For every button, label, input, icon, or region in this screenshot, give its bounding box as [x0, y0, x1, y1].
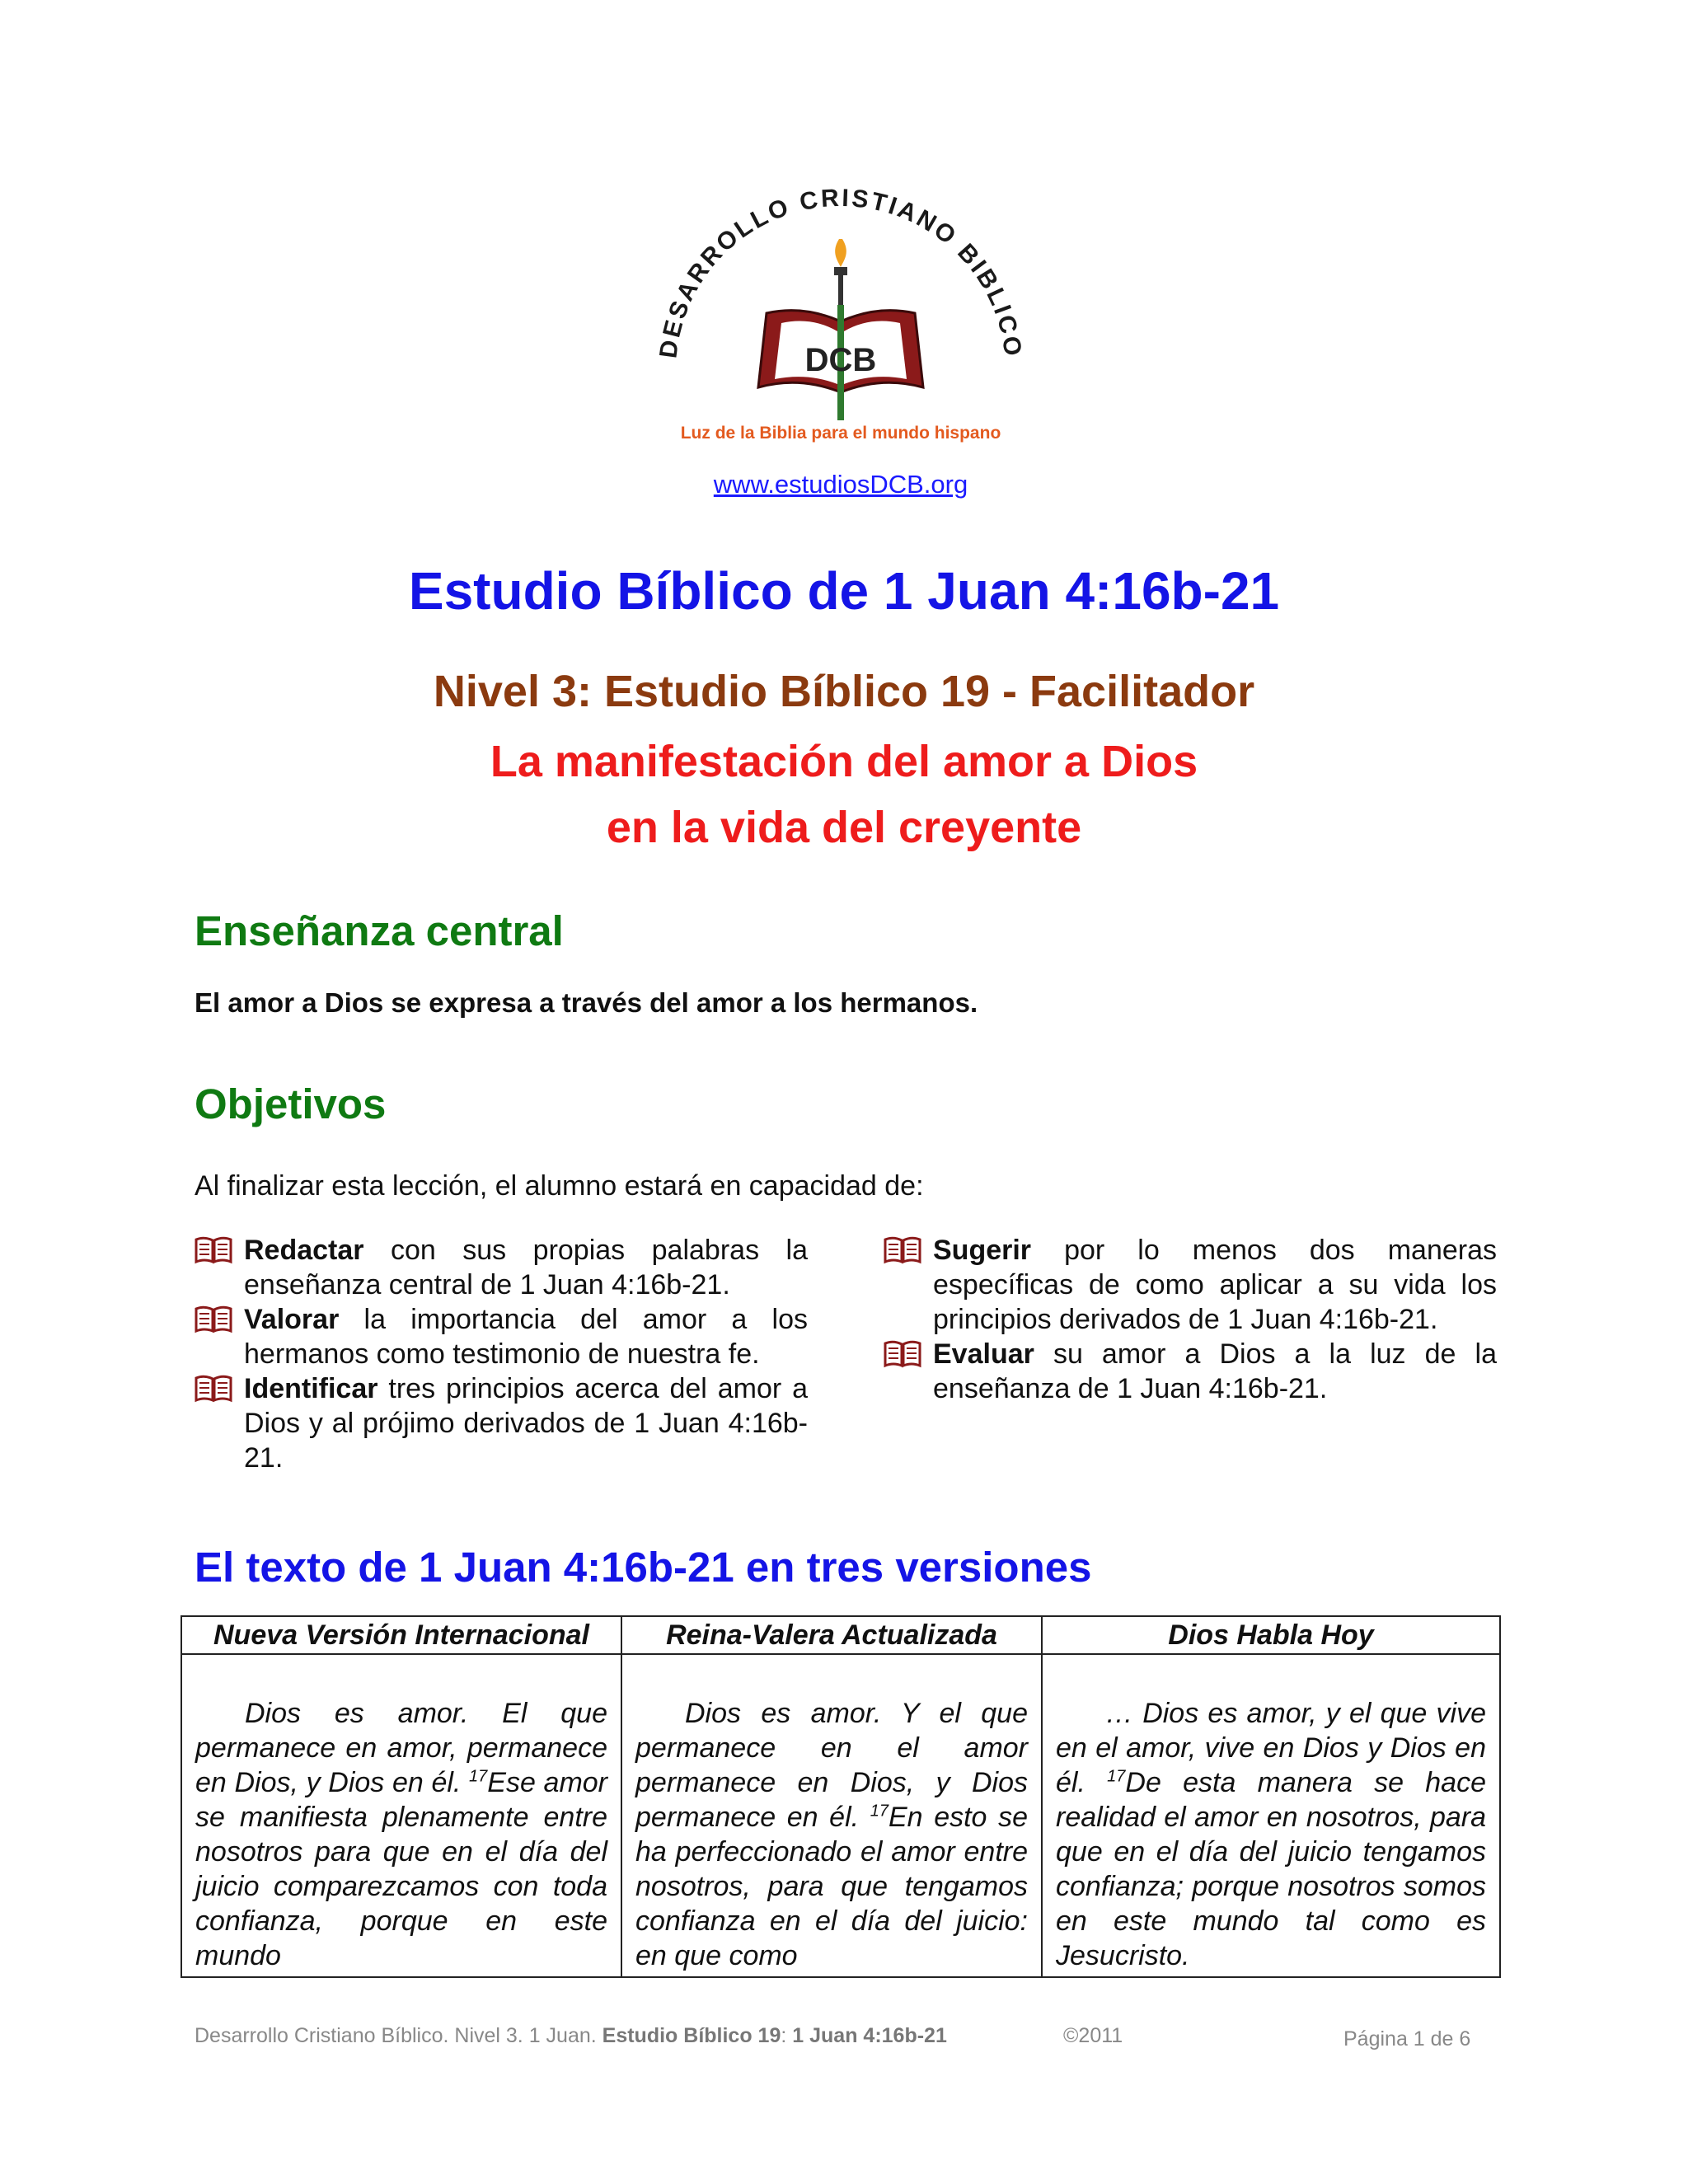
objective-item [195, 1302, 808, 1371]
verse-text: Ese amor se manifiesta plenamente entre nosotros para que en el día del juicio comparezcamos con toda confianza, porque en este mundo [195, 1767, 607, 1971]
objective-text: tres principios acerca del amor a Dios y al prójimo derivados de 1 Juan 4:16b-21. [244, 1373, 808, 1474]
footer-separator: : [781, 2024, 793, 2047]
open-book-icon [195, 1375, 232, 1403]
logo-tagline: Luz de la Biblia para el mundo hispano [680, 424, 1001, 443]
objective-verb: Redactar [244, 1235, 364, 1266]
verse-number: 17 [870, 1802, 889, 1821]
objective-verb: Sugerir [933, 1235, 1032, 1266]
table-header-row [181, 1616, 1500, 1654]
objective-text: con sus propias palabras la enseñanza central de 1 Juan 4:16b-21. [244, 1235, 808, 1301]
objective-verb: Identificar [244, 1373, 378, 1404]
versions-table [181, 1615, 1501, 1978]
logo-badge-text: DCB [804, 342, 877, 378]
rva-text-cell [621, 1654, 1042, 1977]
nvi-text-cell [181, 1654, 621, 1977]
footer-text: Desarrollo Cristiano Bíblico. Nivel 3. 1 Juan. [195, 2024, 603, 2047]
objective-item [884, 1337, 1497, 1406]
column-header-nvi: Nueva Versión Internacional [181, 1616, 621, 1654]
site-link[interactable]: www.estudiosDCB.org [713, 470, 968, 499]
lesson-theme-line2: en la vida del creyente [606, 803, 1082, 852]
objective-verb: Valorar [244, 1304, 340, 1335]
column-header-rva: Reina-Valera Actualizada [621, 1616, 1042, 1654]
footer-page-number: Página 1 de 6 [1343, 2027, 1471, 2050]
footer-passage: 1 Juan 4:16b-21 [792, 2024, 947, 2047]
verse-text: Dios es amor. Y el que permanece en el amor permanece en Dios, y Dios permanece en él. [635, 1698, 1028, 1833]
central-text: El amor a Dios se expresa a través del amor a los hermanos. [195, 987, 978, 1018]
dhh-text-cell [1042, 1654, 1500, 1977]
objective-item [195, 1233, 808, 1302]
verse-number: 17 [469, 1767, 488, 1786]
open-book-icon [884, 1340, 921, 1368]
logo-arc-text: DESARROLLO CRISTIANO BIBLICO [654, 184, 1027, 360]
footer-copyright: ©2011 [1063, 2024, 1123, 2047]
table-row [181, 1654, 1500, 1977]
column-header-dhh: Dios Habla Hoy [1042, 1616, 1500, 1654]
objective-item [884, 1233, 1497, 1337]
versions-heading: El texto de 1 Juan 4:16b-21 en tres versiones [195, 1544, 1092, 1591]
open-book-icon [195, 1236, 232, 1264]
objectives-right-column [884, 1233, 1497, 1406]
verse-text: De esta manera se hace realidad el amor en nosotros, para que en el día del juicio tengamos confianza; porque nosotros somos en este mundo tal como es Jesucristo. [1056, 1767, 1486, 1971]
open-book-icon [195, 1305, 232, 1333]
objective-item [195, 1371, 808, 1475]
verse-text: … Dios es amor, y el que vive en el amor, vive en Dios y Dios en él. [1056, 1698, 1486, 1798]
footer-lesson: Estudio Bíblico 19 [602, 2024, 781, 2047]
lesson-theme [0, 729, 1688, 860]
verse-number: 17 [1107, 1767, 1126, 1786]
objective-text: la importancia del amor a los hermanos como testimonio de nuestra fe. [244, 1304, 808, 1370]
objectives-heading: Objetivos [195, 1080, 387, 1127]
dcb-logo [643, 181, 1039, 462]
verse-text: Dios es amor. El que permanece en amor, permanece en Dios, y Dios en él. [195, 1698, 607, 1798]
objective-verb: Evaluar [933, 1338, 1034, 1370]
objective-text: su amor a Dios a la luz de la enseñanza de 1 Juan 4:16b-21. [933, 1338, 1497, 1404]
footer-source [195, 2024, 947, 2048]
objective-text: por lo menos dos maneras específicas de como aplicar a su vida los principios derivados de 1 Juan 4:16b-21. [933, 1235, 1497, 1335]
objectives-intro: Al finalizar esta lección, el alumno estará en capacidad de: [195, 1170, 924, 1202]
dcb-logo-artwork [643, 181, 1039, 462]
central-heading: Enseñanza central [195, 907, 564, 954]
open-book-icon [884, 1236, 921, 1264]
page-title: Estudio Bíblico de 1 Juan 4:16b-21 [408, 561, 1280, 621]
objectives-left-column [195, 1233, 808, 1475]
page-subtitle: Nivel 3: Estudio Bíblico 19 - Facilitador [433, 667, 1255, 716]
verse-text: En esto se ha perfeccionado el amor entre nosotros, para que tengamos confianza en el día del juicio: en que como [635, 1802, 1029, 1971]
lesson-theme-line1: La manifestación del amor a Dios [490, 737, 1198, 786]
